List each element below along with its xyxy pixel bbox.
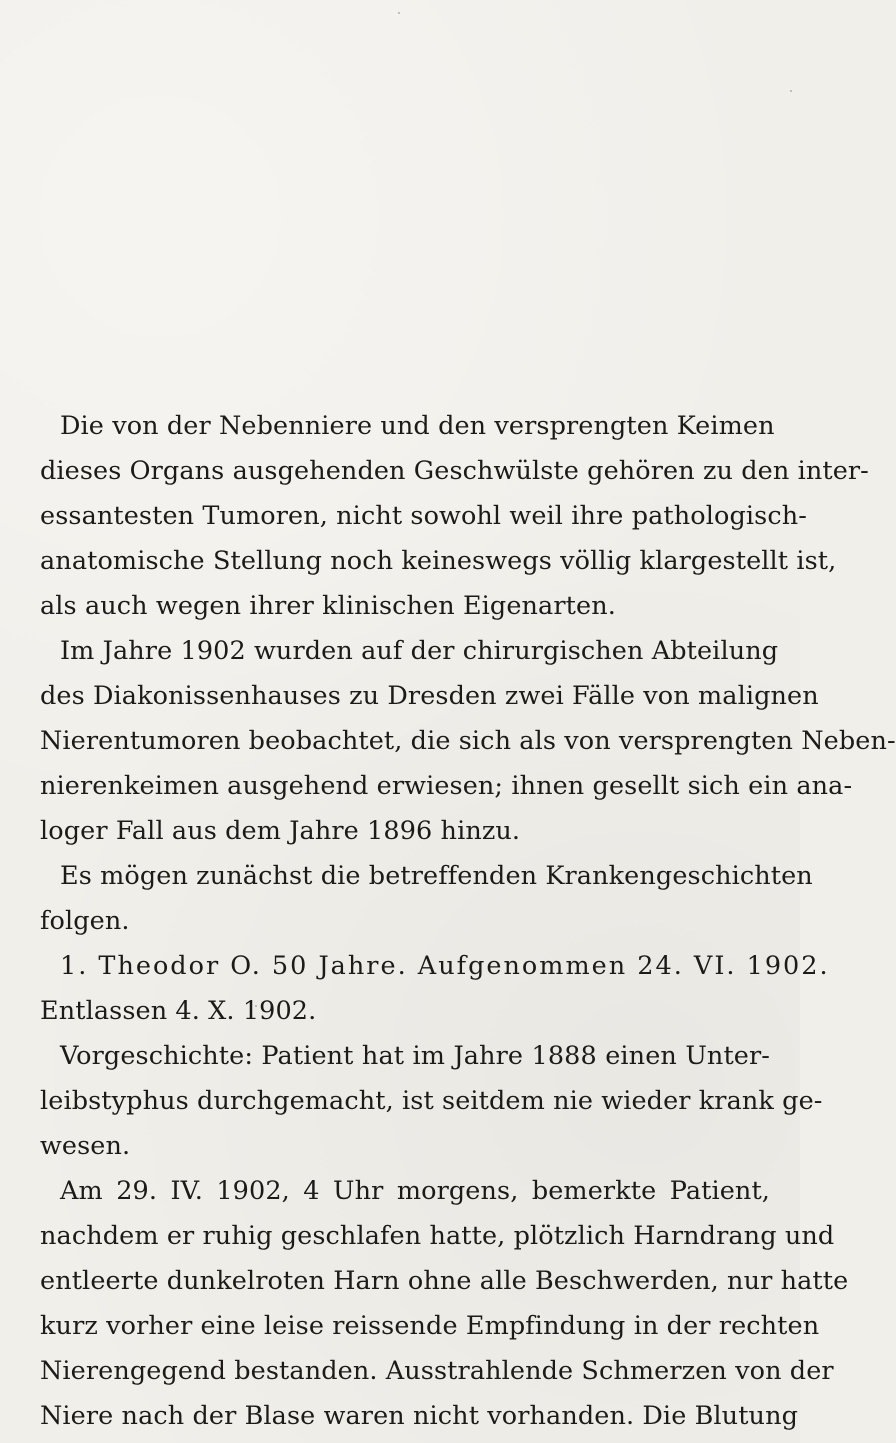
text-line: essantesten Tumoren, nicht sowohl weil ihre pathologisch- [40, 501, 807, 531]
text-line: anatomische Stellung noch keineswegs völlig klargestellt ist, [40, 546, 837, 576]
text-line: Die von der Nebenniere und den versprengten Keimen [60, 411, 775, 441]
text-line: Im Jahre 1902 wurden auf der chirurgischen Abteilung [60, 636, 779, 666]
text-line: leibstyphus durchgemacht, ist seitdem nie wieder krank ge- [40, 1086, 823, 1116]
paper-speck [790, 90, 792, 92]
text-line: dieses Organs ausgehenden Geschwülste gehören zu den inter- [40, 456, 869, 486]
text-line: loger Fall aus dem Jahre 1896 hinzu. [40, 816, 521, 846]
text-line: folgen. [40, 906, 130, 936]
text-line: Am 29. IV. 1902, 4 Uhr morgens, bemerkte Patient, [60, 1176, 770, 1206]
text-line: des Diakonissenhauses zu Dresden zwei Fälle von malignen [40, 681, 819, 711]
text-line: nachdem er ruhig geschlafen hatte, plötzlich Harndrang und [40, 1221, 835, 1251]
text-line: wesen. [40, 1131, 131, 1161]
text-line: Nierentumoren beobachtet, die sich als von versprengten Neben- [40, 726, 896, 756]
text-line: als auch wegen ihrer klinischen Eigenarten. [40, 591, 616, 621]
paper-speck [398, 12, 400, 14]
text-line: Niere nach der Blase waren nicht vorhanden. Die Blutung [40, 1401, 799, 1431]
text-line: Entlassen 4. X. 1902. [40, 996, 317, 1026]
text-line: kurz vorher eine leise reissende Empfindung in der rechten [40, 1311, 820, 1341]
text-line: Es mögen zunächst die betreffenden Krankengeschichten [60, 861, 813, 891]
text-line: nierenkeimen ausgehend erwiesen; ihnen gesellt sich ein ana- [40, 771, 853, 801]
text-line: Vorgeschichte: Patient hat im Jahre 1888 einen Unter- [60, 1041, 770, 1071]
case-heading: 1. Theodor O. 50 Jahre. Aufgenommen 24. VI. 1902. [60, 951, 830, 981]
text-line: entleerte dunkelroten Harn ohne alle Beschwerden, nur hatte [40, 1266, 849, 1296]
text-line: Nierengegend bestanden. Ausstrahlende Schmerzen von der [40, 1356, 834, 1386]
